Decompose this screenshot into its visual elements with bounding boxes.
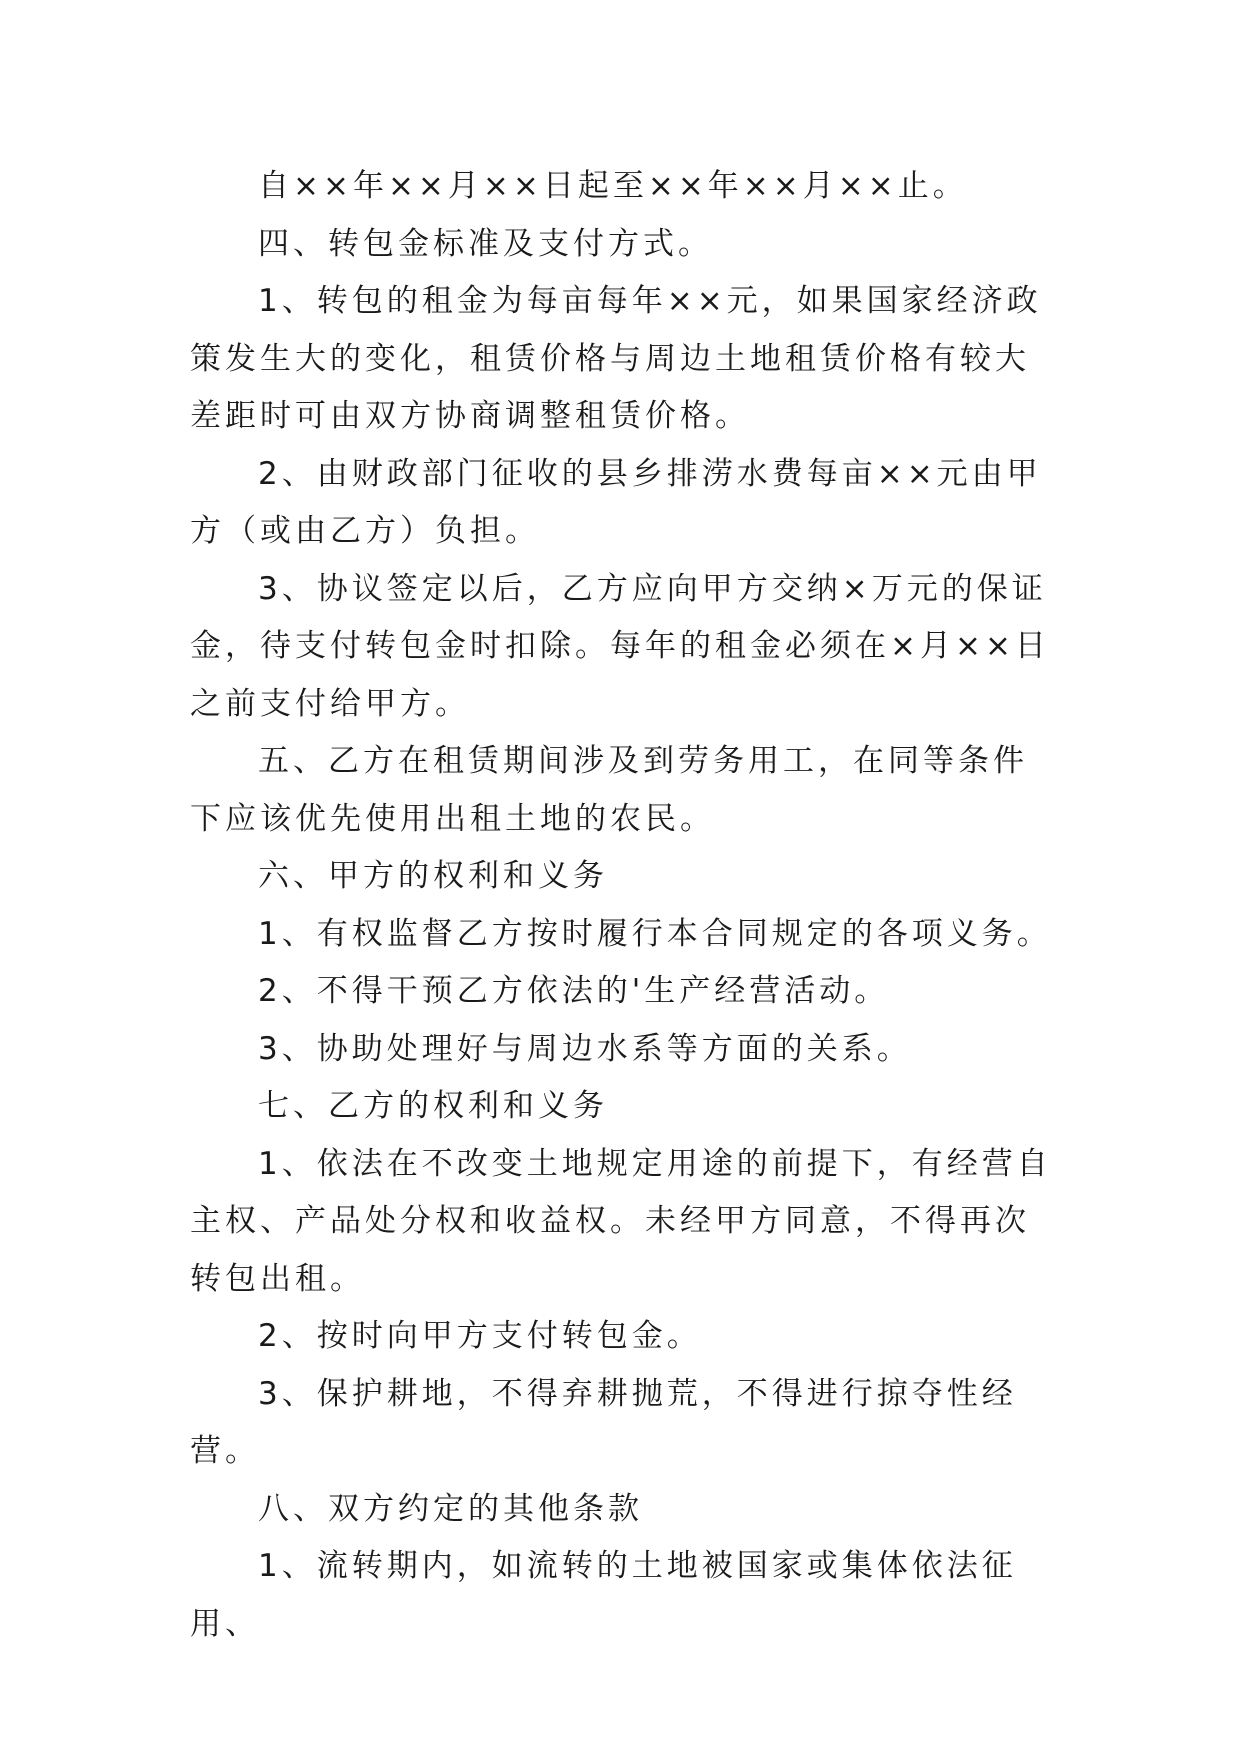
paragraph-4-3: 3、协议签定以后，乙方应向甲方交纳×万元的保证金，待支付转包金时扣除。每年的租金必须在×月××日之前支付给甲方。 bbox=[190, 570, 1050, 722]
paragraph-7-2: 2、按时向甲方支付转包金。 bbox=[258, 1318, 702, 1354]
document-body bbox=[190, 158, 1060, 1653]
paragraph-7-3: 3、保护耕地，不得弃耕抛荒，不得进行掠夺性经营。 bbox=[190, 1375, 1017, 1469]
heading-section-5: 五、乙方在租赁期间涉及到劳务用工，在同等条件下应该优先使用出租土地的农民。 bbox=[190, 743, 1028, 837]
paragraph-7-1: 1、依法在不改变土地规定用途的前提下，有经营自主权、产品处分权和收益权。未经甲方同意，不得再次转包出租。 bbox=[190, 1145, 1052, 1297]
paragraph-8-1: 1、流转期内，如流转的土地被国家或集体依法征用、 bbox=[190, 1548, 1017, 1642]
heading-section-6: 六、甲方的权利和义务 bbox=[258, 858, 608, 894]
paragraph-4-1: 1、转包的租金为每亩每年××元，如果国家经济政策发生大的变化，租赁价格与周边土地租赁价格有较大差距时可由双方协商调整租赁价格。 bbox=[190, 283, 1042, 434]
heading-section-4: 四、转包金标准及支付方式。 bbox=[258, 225, 713, 262]
paragraph-6-2: 2、不得干预乙方依法的'生产经营活动。 bbox=[258, 973, 890, 1009]
heading-section-8: 八、双方约定的其他条款 bbox=[258, 1490, 643, 1527]
paragraph-4-2: 2、由财政部门征收的县乡排涝水费每亩××元由甲方（或由乙方）负担。 bbox=[190, 455, 1042, 549]
paragraph-6-1: 1、有权监督乙方按时履行本合同规定的各项义务。 bbox=[258, 915, 1052, 952]
paragraph-6-3: 3、协助处理好与周边水系等方面的关系。 bbox=[258, 1030, 912, 1067]
paragraph-term-period: 自××年××月××日起至××年××月××止。 bbox=[258, 168, 968, 204]
heading-section-7: 七、乙方的权利和义务 bbox=[258, 1088, 608, 1124]
